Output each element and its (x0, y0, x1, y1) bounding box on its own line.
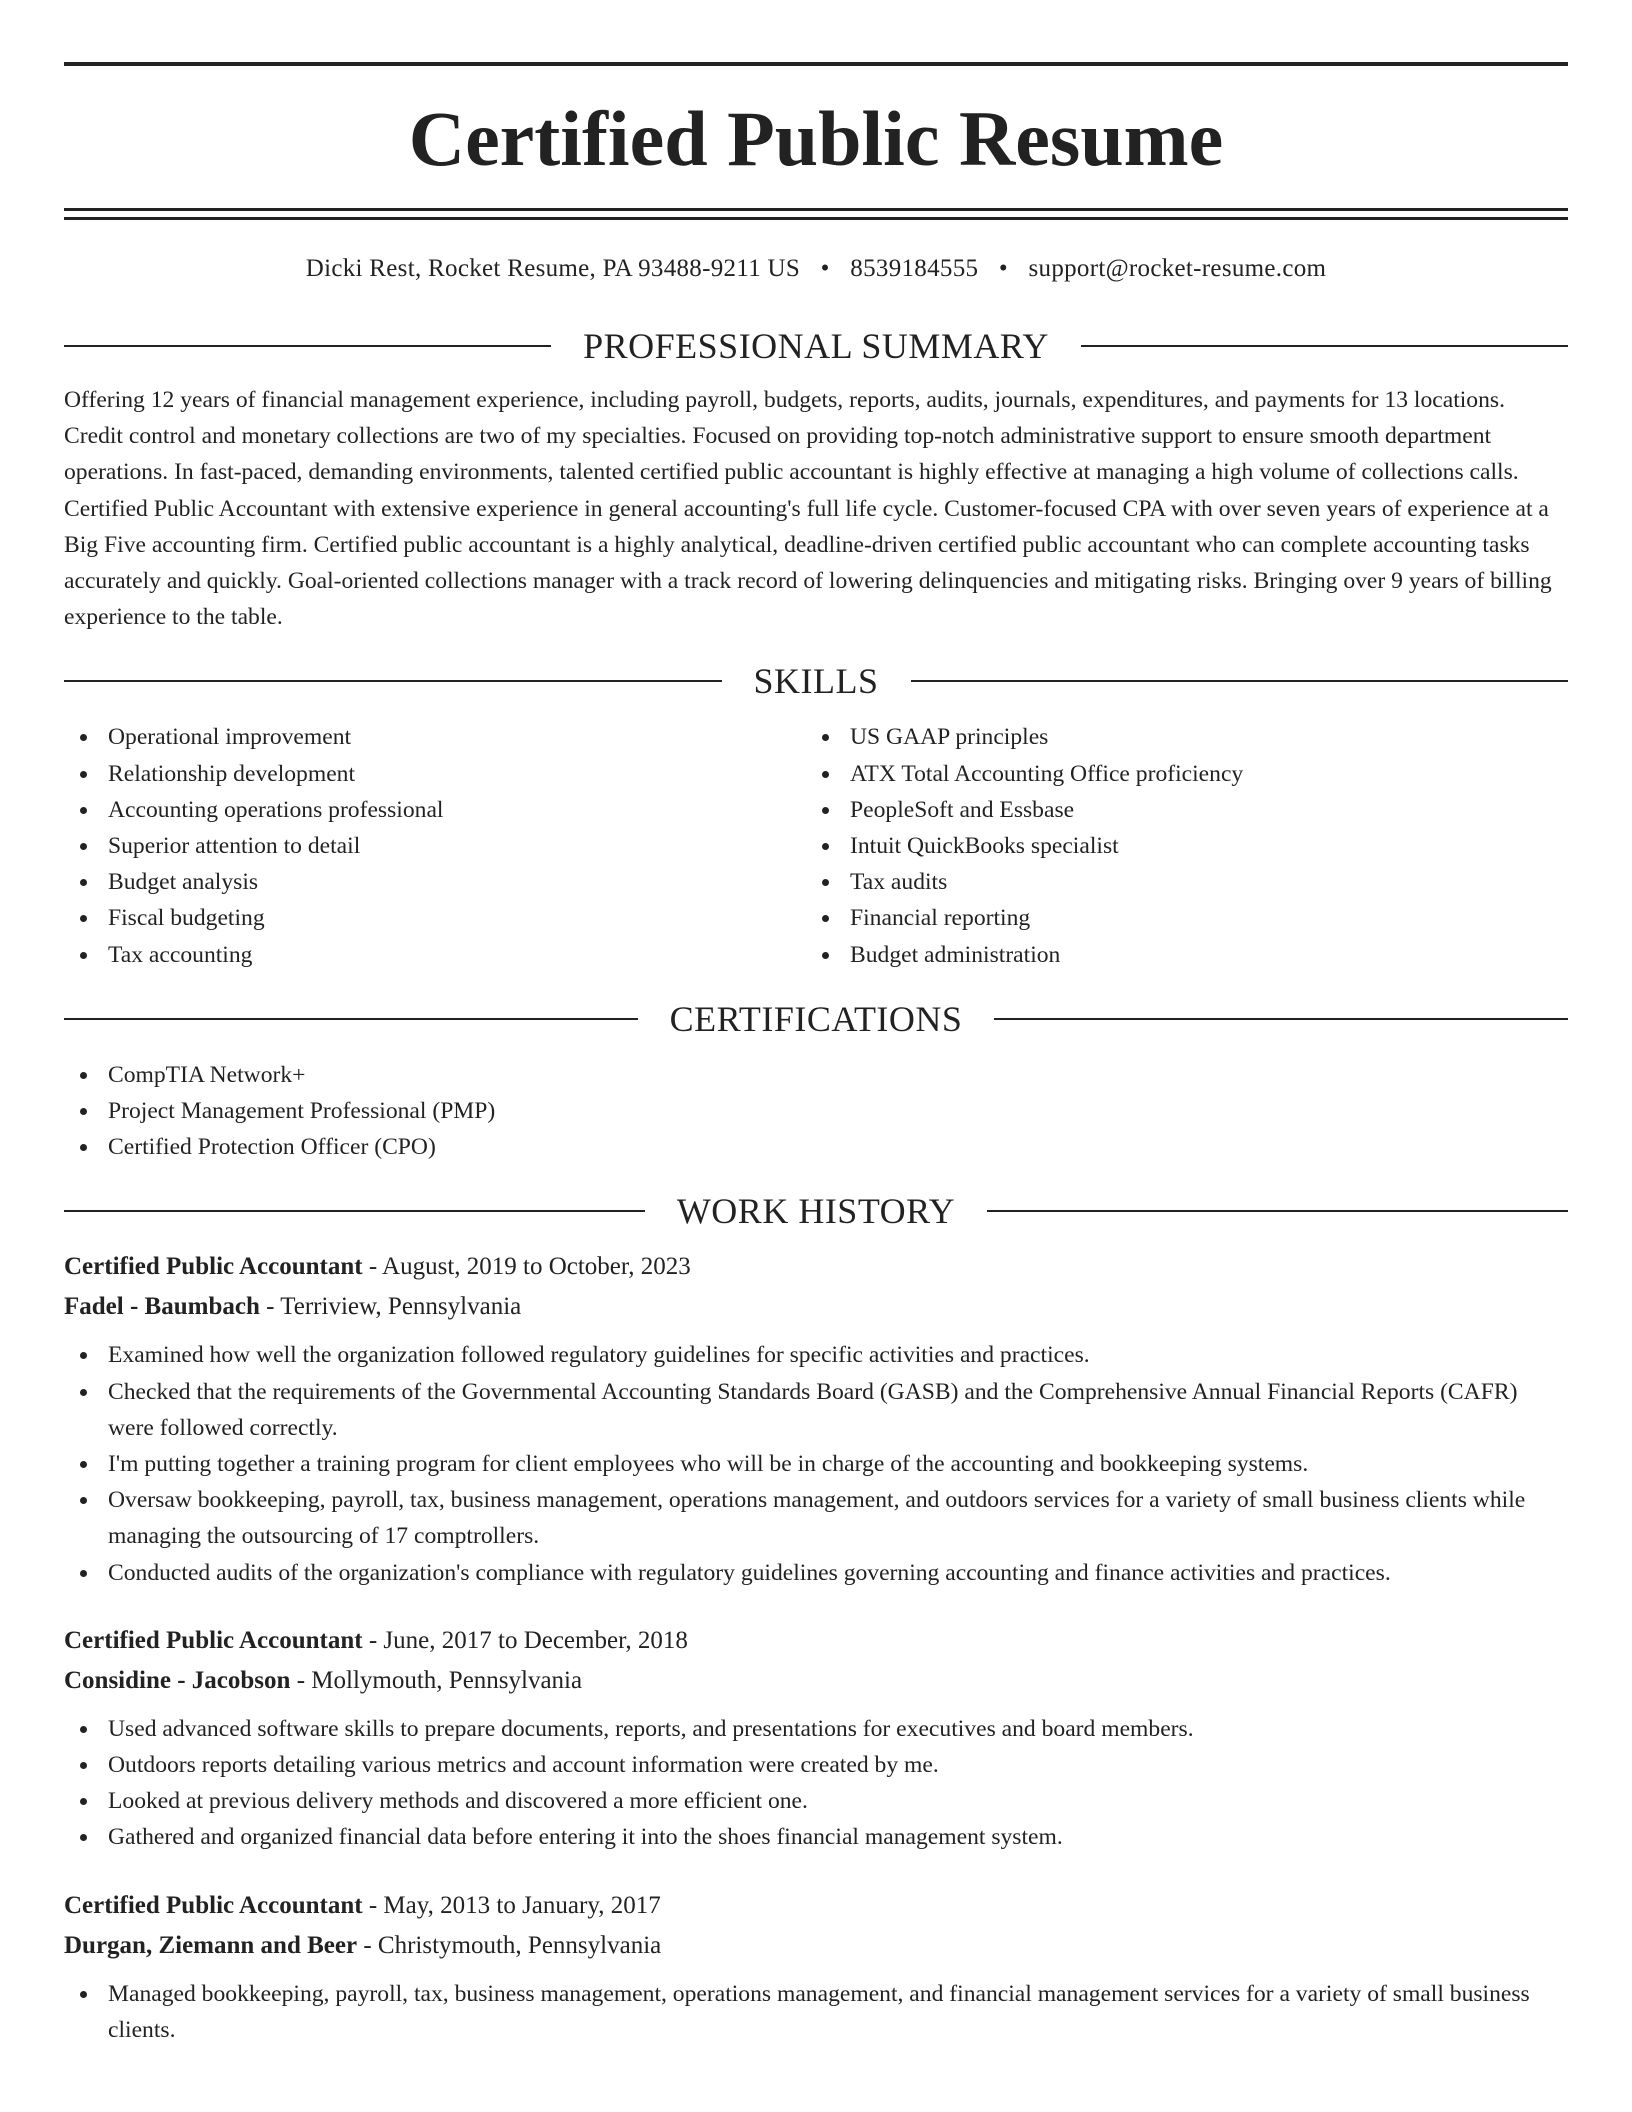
contact-separator: • (998, 255, 1008, 282)
skill-item: Fiscal budgeting (64, 900, 806, 936)
heading-rule-right (911, 680, 1569, 682)
job-company-line (64, 1661, 1568, 1701)
skill-item: US GAAP principles (806, 719, 1548, 755)
job-bullet: Used advanced software skills to prepare documents, reports, and presentations for executives and board members. (64, 1711, 1568, 1747)
contact-line (64, 254, 1568, 284)
heading-rule-right (987, 1210, 1568, 1212)
skill-item: Superior attention to detail (64, 828, 806, 864)
skill-item: Tax accounting (64, 937, 806, 973)
skills-list-right (806, 719, 1548, 972)
job-bullet: I'm putting together a training program for client employees who will be in charge of the accounting and bookkeeping systems. (64, 1446, 1568, 1482)
job-bullets (64, 1976, 1568, 2048)
job-location: - Mollymouth, Pennsylvania (290, 1666, 583, 1694)
job-bullets (64, 1337, 1568, 1590)
contact-address: Dicki Rest, Rocket Resume, PA 93488-9211 US (305, 255, 801, 282)
work-heading: WORK HISTORY (676, 1191, 956, 1232)
top-rule (64, 62, 1568, 66)
summary-text: Offering 12 years of financial management experience, including payroll, budgets, reports, audits, journals, expenditures, and payments for 13 locations. Credit control and monetary collections are two of my specialties. Focused on providing top-notch administrative support to ensure smooth department operations. In fast-paced, demanding environments, talented certified public accountant is highly effective at managing a high volume of collections calls. Certified Public Accountant with extensive experience in general accounting's full life cycle. Customer-focused CPA with over seven years of experience at a Big Five accounting firm. Certified public accountant is a highly analytical, deadline-driven certified public accountant who can complete accounting tasks accurately and quickly. Goal-oriented collections manager with a track record of lowering delinquencies and mitigating risks. Bringing over 9 years of billing experience to the table. (64, 387, 1552, 631)
job-bullet: Examined how well the organization followed regulatory guidelines for specific activities and practices. (64, 1337, 1568, 1373)
skill-item: Relationship development (64, 756, 806, 792)
skills-heading: SKILLS (753, 661, 879, 702)
job-title-line (64, 1247, 1568, 1287)
summary-section-heading (64, 324, 1568, 368)
job-bullet: Checked that the requirements of the Governmental Accounting Standards Board (GASB) and the Comprehensive Annual Financial Reports (CAFR) were followed correctly. (64, 1374, 1568, 1446)
skills-list-left (64, 719, 806, 972)
summary-heading: PROFESSIONAL SUMMARY (583, 326, 1049, 366)
job-title: Certified Public Accountant (64, 1626, 363, 1654)
job-bullet: Looked at previous delivery methods and discovered a more efficient one. (64, 1783, 1568, 1819)
job-title-line (64, 1621, 1568, 1661)
heading-rule-right (994, 1018, 1568, 1020)
certification-item: CompTIA Network+ (64, 1057, 1568, 1093)
contact-email: support@rocket-resume.com (1028, 255, 1327, 282)
heading-rule-left (64, 1018, 638, 1020)
heading-rule-right (1081, 345, 1568, 347)
job-entry (64, 1886, 1568, 2048)
heading-rule-left (64, 345, 551, 347)
certifications-heading: CERTIFICATIONS (669, 998, 963, 1039)
skills-columns (64, 719, 1568, 972)
certifications-list (64, 1057, 1568, 1166)
skills-section-heading (64, 659, 1568, 703)
job-title: Certified Public Accountant (64, 1891, 363, 1919)
job-bullet: Outdoors reports detailing various metrics and account information were created by me. (64, 1747, 1568, 1783)
skill-item: Financial reporting (806, 900, 1548, 936)
contact-separator: • (820, 255, 830, 282)
skill-item: Intuit QuickBooks specialist (806, 828, 1548, 864)
job-entry (64, 1247, 1568, 1590)
skill-item: Operational improvement (64, 719, 806, 755)
job-company-line (64, 1287, 1568, 1327)
double-rule (64, 208, 1568, 220)
heading-rule-left (64, 1210, 645, 1212)
work-section-heading (64, 1189, 1568, 1233)
job-bullets (64, 1711, 1568, 1856)
job-bullet: Gathered and organized financial data before entering it into the shoes financial management system. (64, 1819, 1568, 1855)
job-company: Considine - Jacobson (64, 1666, 291, 1694)
skill-item: Tax audits (806, 864, 1548, 900)
heading-rule-left (64, 680, 722, 682)
skill-item: Accounting operations professional (64, 792, 806, 828)
job-company-line (64, 1926, 1568, 1966)
job-location: - Christymouth, Pennsylvania (357, 1931, 662, 1959)
job-company: Durgan, Ziemann and Beer (64, 1931, 358, 1959)
job-title-line (64, 1886, 1568, 1926)
resume-name: Certified Public Resume (408, 95, 1224, 182)
job-title: Certified Public Accountant (64, 1253, 363, 1281)
job-dates: - August, 2019 to October, 2023 (362, 1253, 691, 1281)
certification-item: Certified Protection Officer (CPO) (64, 1129, 1568, 1165)
skill-item: Budget analysis (64, 864, 806, 900)
skill-item: Budget administration (806, 937, 1548, 973)
skill-item: ATX Total Accounting Office proficiency (806, 756, 1548, 792)
job-bullet: Oversaw bookkeeping, payroll, tax, business management, operations management, and outdoors services for a variety of small business clients while managing the outsourcing of 17 comptrollers. (64, 1482, 1568, 1554)
job-dates: - June, 2017 to December, 2018 (362, 1626, 688, 1654)
job-bullet: Managed bookkeeping, payroll, tax, business management, operations management, and financial management services for a variety of small business clients. (64, 1976, 1568, 2048)
job-entry (64, 1621, 1568, 1856)
job-company: Fadel - Baumbach (64, 1293, 260, 1321)
skill-item: PeopleSoft and Essbase (806, 792, 1548, 828)
certification-item: Project Management Professional (PMP) (64, 1093, 1568, 1129)
contact-phone: 8539184555 (850, 255, 979, 282)
job-location: - Terriview, Pennsylvania (259, 1293, 522, 1321)
job-dates: - May, 2013 to January, 2017 (362, 1891, 661, 1919)
resume-page (64, 62, 1568, 2048)
certifications-section-heading (64, 997, 1568, 1041)
job-bullet: Conducted audits of the organization's compliance with regulatory guidelines governing accounting and finance activities and practices. (64, 1555, 1568, 1591)
